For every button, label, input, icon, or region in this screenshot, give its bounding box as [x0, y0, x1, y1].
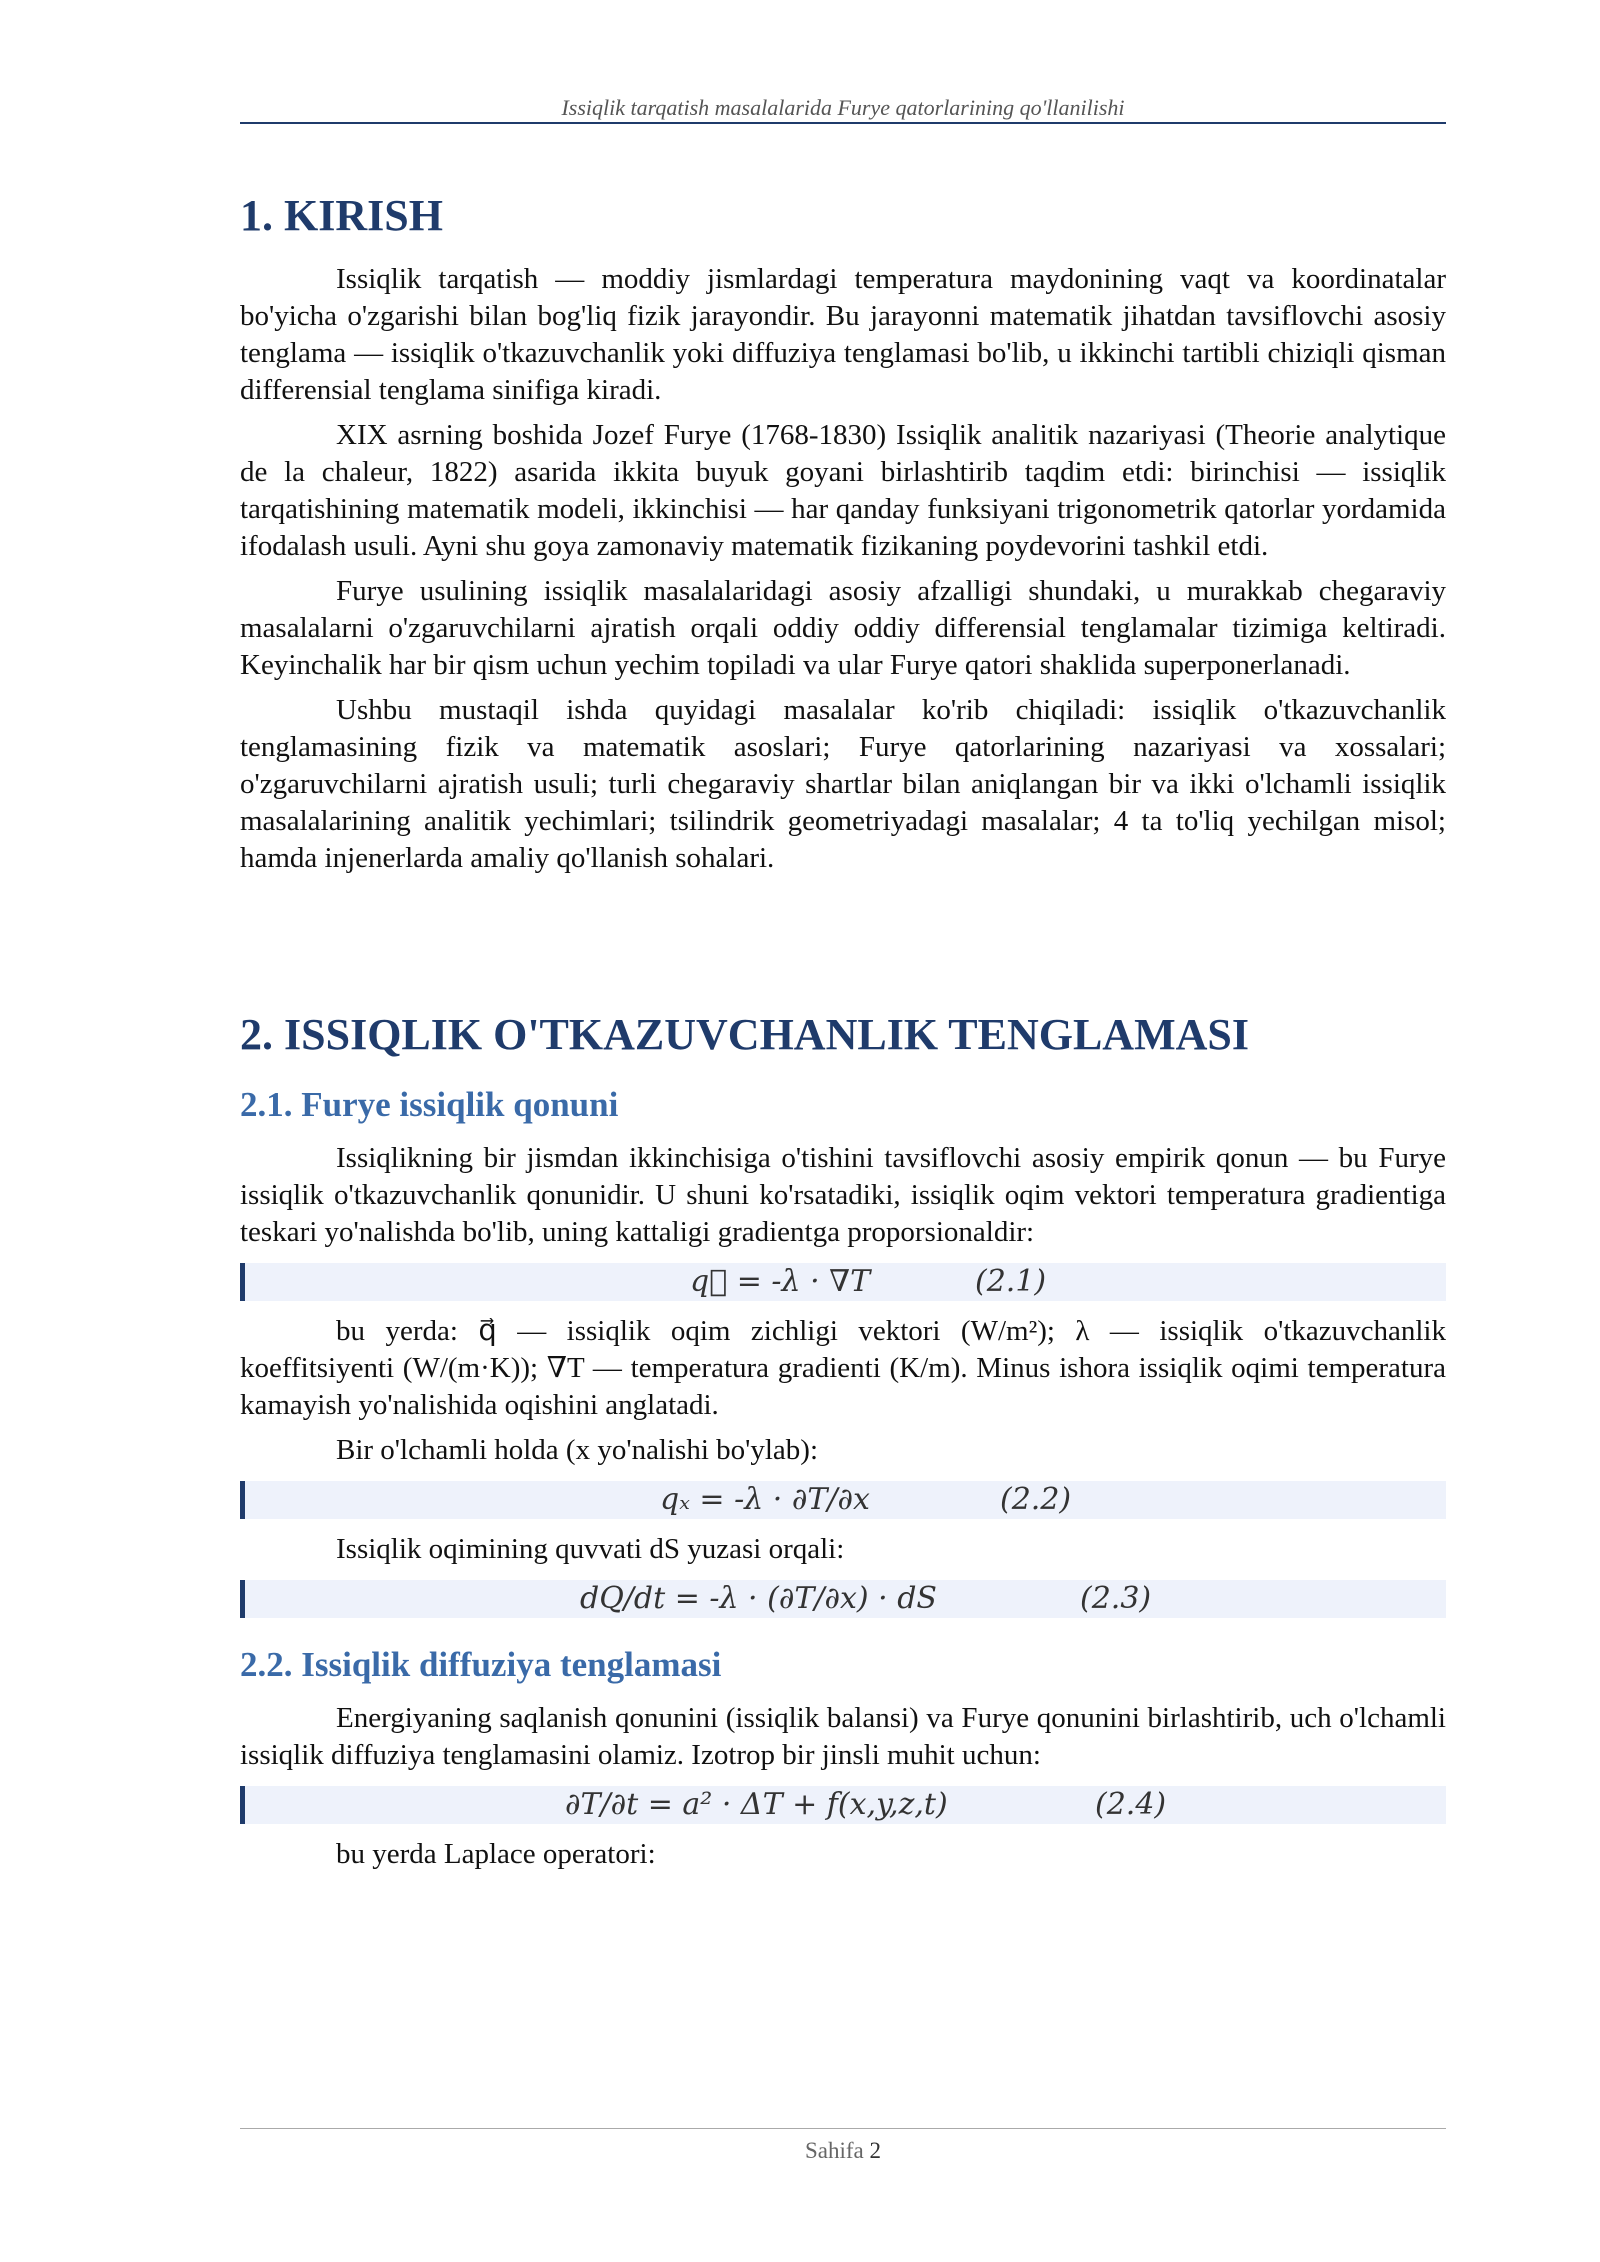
- page-footer: [240, 2138, 1446, 2164]
- page-number: 2: [869, 2138, 881, 2163]
- heat-flux-power-intro: Issiqlik oqimining quvvati dS yuzasi orqali:: [336, 1532, 845, 1565]
- section-2-heading: 2. ISSIQLIK O'TKAZUVCHANLIK TENGLAMASI: [240, 1009, 1249, 1059]
- subsection-2-1-heading: 2.1. Furye issiqlik qonuni: [240, 1084, 619, 1124]
- equation-2-3-number: (2.3): [1080, 1580, 1152, 1616]
- intro-paragraph-3: Furye usulining issiqlik masalalaridagi asosiy afzalligi shundaki, u murakkab chegaraviy masalalarni o'zgaruvchilarni ajratish orqali oddiy oddiy differensial tenglamalar tizimiga keltiradi. Keyinchalik har bir qism uchun yechim topiladi va ular Furye qatori shaklida superponerlanadi.: [240, 574, 1446, 681]
- one-dimensional-intro: Bir o'lchamli holda (x yo'nalishi bo'ylab):: [336, 1433, 819, 1466]
- footer-rule: [240, 2128, 1446, 2129]
- fourier-law-explanation: bu yerda: q⃗ — issiqlik oqim zichligi vektori (W/m²); λ — issiqlik o'tkazuvchanlik koeffitsiyenti (W/(m·K)); ∇T — temperatura gradienti (K/m). Minus ishora issiqlik oqimi temperatura kamayish yo'nalishida oqishini anglatadi.: [240, 1314, 1446, 1421]
- diffusion-equation-paragraph: Energiyaning saqlanish qonunini (issiqlik balansi) va Furye qonunini birlashtirib, uch o'lchamli issiqlik diffuziya tenglamasini olamiz. Izotrop bir jinsli muhit uchun:: [240, 1701, 1446, 1771]
- equation-2-2-number: (2.2): [1000, 1481, 1072, 1517]
- page-label: Sahifa: [804, 2138, 864, 2163]
- running-header: Issiqlik tarqatish masalalarida Furye qatorlarining qo'llanilishi: [561, 95, 1125, 120]
- laplace-operator-intro: bu yerda Laplace operatori:: [336, 1837, 656, 1870]
- equation-2-2: [240, 1481, 1446, 1519]
- intro-paragraph-1: Issiqlik tarqatish — moddiy jismlardagi temperatura maydonining vaqt va koordinatalar bo'yicha o'zgarishi bilan bog'liq fizik jarayondir. Bu jarayonni matematik jihatdan tavsiflovchi asosiy tenglama — issiqlik o'tkazuvchanlik yoki diffuziya tenglamasi bo'lib, u ikkinchi tartibli chiziqli qisman differensial tenglama sinifiga kiradi.: [240, 262, 1446, 406]
- intro-paragraph-2: XIX asrning boshida Jozef Furye (1768-1830) Issiqlik analitik nazariyasi (Theorie analytique de la chaleur, 1822) asarida ikkita buyuk goyani birlashtirib taqdim etdi: birinchisi — issiqlik tarqatishining matematik modeli, ikkinchisi — har qanday funksiyani trigonometrik qatorlar yordamida ifodalash usuli. Ayni shu goya zamonaviy matematik fizikaning poydevorini tashkil etdi.: [240, 418, 1446, 562]
- fourier-law-paragraph: Issiqlikning bir jismdan ikkinchisiga o'tishini tavsiflovchi asosiy empirik qonun — bu Furye issiqlik o'tkazuvchanlik qonunidir. U shuni ko'rsatadiki, issiqlik oqim vektori temperatura gradientiga teskari yo'nalishda bo'lib, uning kattaligi gradientga proporsionaldir:: [240, 1141, 1446, 1248]
- intro-paragraph-4: Ushbu mustaqil ishda quyidagi masalalar ko'rib chiqiladi: issiqlik o'tkazuvchanlik tenglamasining fizik va matematik asoslari; Furye qatorlarining nazariyasi va xossalari; o'zgaruvchilarni ajratish usuli; turli chegaraviy shartlar bilan aniqlangan bir va ikki o'lchamli issiqlik masalalarining analitik yechimlari; tsilindrik geometriyadagi masalalar; 4 ta to'liq yechilgan misol; hamda injenerlarda amaliy qo'llanish sohalari.: [240, 693, 1446, 874]
- header-rule: [240, 122, 1446, 124]
- page-content: [240, 190, 1446, 1881]
- equation-2-4-number: (2.4): [1095, 1786, 1167, 1822]
- equation-2-4-formula: ∂T/∂t = a² · ΔT + f(x,y,z,t): [565, 1786, 948, 1822]
- equation-2-1-number: (2.1): [975, 1263, 1047, 1299]
- equation-2-1: [240, 1263, 1446, 1301]
- subsection-2-2-heading: 2.2. Issiqlik diffuziya tenglamasi: [240, 1644, 722, 1684]
- section-1-heading: 1. KIRISH: [240, 191, 443, 240]
- equation-2-2-formula: qₓ = -λ · ∂T/∂x: [660, 1481, 870, 1517]
- equation-2-3-formula: dQ/dt = -λ · (∂T/∂x) · dS: [580, 1580, 937, 1616]
- equation-2-1-formula: q⃗ = -λ · ∇T: [690, 1263, 871, 1299]
- equation-2-4: [240, 1786, 1446, 1824]
- equation-2-3: [240, 1580, 1446, 1618]
